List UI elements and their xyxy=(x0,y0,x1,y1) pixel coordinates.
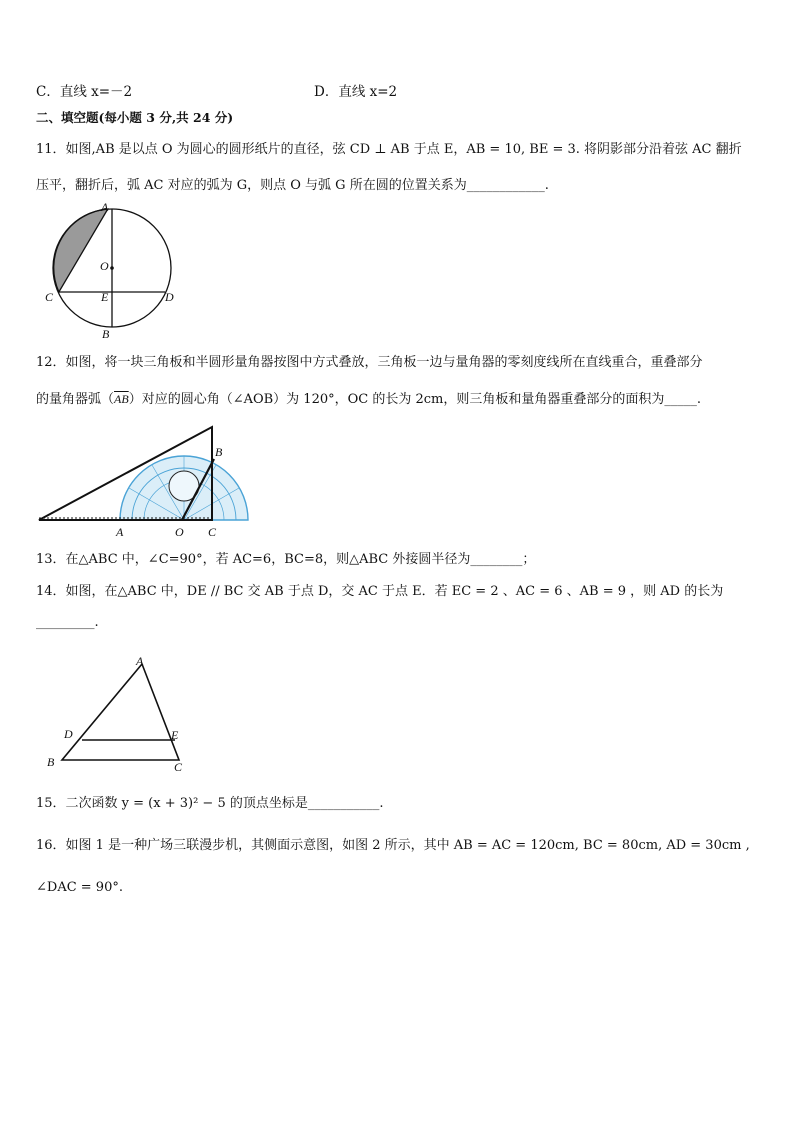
q11-line2 xyxy=(36,177,549,195)
label-d: D xyxy=(64,727,73,741)
q11-period: . xyxy=(544,178,549,193)
label-a: A xyxy=(136,654,144,668)
label-b: B xyxy=(47,755,55,769)
shaded-segment xyxy=(54,209,108,292)
label-a: A xyxy=(116,525,124,539)
label-o: O xyxy=(175,525,184,539)
q12-text-a: 的量角器弧（ xyxy=(36,392,115,407)
label-e: E xyxy=(171,728,179,742)
q14-triangle-figure xyxy=(44,650,194,778)
q11-answer-blank[interactable]: ____________ xyxy=(466,178,545,193)
q13-end: ； xyxy=(522,552,536,567)
label-e: E xyxy=(101,290,109,304)
q11-text: 压平，翻折后，弧 AC 对应的弧为 G，则点 O 与弧 G 所在圆的位置关系为 xyxy=(36,178,467,193)
q12-period: . xyxy=(696,392,702,407)
q12-text-b: ）对应的圆心角（∠AOB）为 120°，OC 的长为 2cm，则三角板和量角器重叠部分的面积为 xyxy=(128,392,665,407)
label-a: A xyxy=(101,200,109,214)
q13-text: 13．在△ABC 中，∠C=90°，若 AC=6，BC=8，则△ABC 外接圆半径为 xyxy=(36,552,471,567)
label-d: D xyxy=(165,290,174,304)
q11-line1: 11．如图,AB 是以点 O 为圆心的圆形纸片的直径，弦 CD ⊥ AB 于点 E，AB = 10, BE = 3. 将阴影部分沿着弦 AC 翻折 xyxy=(36,142,742,157)
arc-ab-symbol: $\overline{AB}$ xyxy=(114,392,129,406)
q12-answer-blank[interactable]: _____ xyxy=(664,392,697,407)
q16-line1: 16．如图 1 是一种广场三联漫步机，其侧面示意图，如图 2 所示，其中 AB = AC = 120cm, BC = 80cm, AD = 30cm , xyxy=(36,838,750,853)
q15-line xyxy=(36,795,384,813)
q14-line1: 14．如图，在△ABC 中，DE // BC 交 AB 于点 D，交 AC 于点 E．若 EC = 2 、AC = 6 、AB = 9 ，则 AD 的长为 xyxy=(36,584,724,599)
q14-line2 xyxy=(36,614,99,632)
triangle-abc xyxy=(62,664,179,760)
q15-answer-blank[interactable]: ___________ xyxy=(307,796,380,811)
label-c: C xyxy=(174,760,183,774)
q13-answer-blank[interactable]: ________ xyxy=(470,552,523,567)
q15-text: 15．二次函数 y = (x + 3)² − 5 的顶点坐标是 xyxy=(36,796,308,811)
label-c: C xyxy=(208,525,217,539)
q13-line xyxy=(36,551,535,569)
q12-protractor-figure xyxy=(36,422,252,540)
center-point xyxy=(110,266,114,270)
option-c: C．直线 x=－2 xyxy=(36,84,133,100)
q14-period: . xyxy=(94,615,99,630)
label-b: B xyxy=(215,445,223,459)
q15-period: . xyxy=(379,796,384,811)
q12-line1: 12．如图，将一块三角板和半圆形量角器按图中方式叠放，三角板一边与量角器的零刻度线所在直线重合，重叠部分 xyxy=(36,355,703,370)
label-c: C xyxy=(45,290,54,304)
section-header: 二、填空题(每小题 3 分,共 24 分) xyxy=(36,110,234,125)
label-o: O xyxy=(100,259,109,273)
q12-line2 xyxy=(36,390,701,409)
label-b: B xyxy=(102,327,110,341)
q16-line2: ∠DAC = 90°. xyxy=(36,880,123,895)
q14-answer-blank[interactable]: _________ xyxy=(36,615,95,630)
option-d: D．直线 x=2 xyxy=(314,84,398,100)
q11-circle-figure xyxy=(40,200,190,342)
